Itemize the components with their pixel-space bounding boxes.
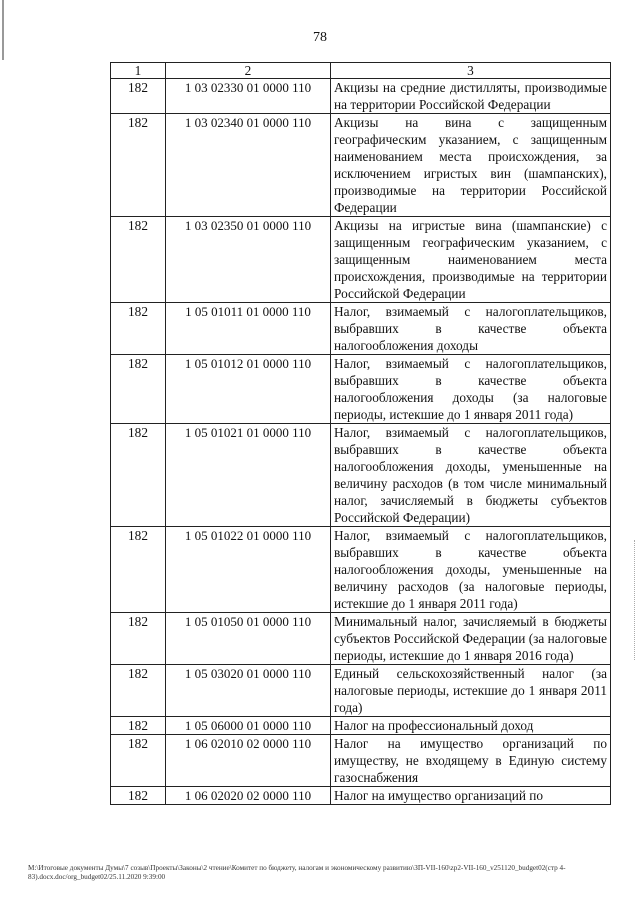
admin-code-cell: 182	[111, 717, 166, 735]
table-header-row	[111, 63, 611, 79]
admin-code-cell: 182	[111, 735, 166, 787]
admin-code-cell: 182	[111, 217, 166, 303]
admin-code-cell: 182	[111, 665, 166, 717]
budget-classification-code-cell: 1 03 02340 01 0000 110	[166, 114, 331, 217]
revenue-name-cell: Налог на профессиональный доход	[331, 717, 611, 735]
budget-classification-code-cell: 1 05 01050 01 0000 110	[166, 613, 331, 665]
budget-classification-code-cell: 1 06 02020 02 0000 110	[166, 787, 331, 805]
revenue-name-cell: Акцизы на средние дистилляты, производимые на территории Российской Федерации	[331, 79, 611, 114]
budget-classification-code-cell: 1 03 02350 01 0000 110	[166, 217, 331, 303]
budget-classification-code-cell: 1 05 03020 01 0000 110	[166, 665, 331, 717]
budget-classification-code-cell: 1 05 01011 01 0000 110	[166, 303, 331, 355]
admin-code-cell: 182	[111, 114, 166, 217]
table-row	[111, 717, 611, 735]
revenue-name-cell: Минимальный налог, зачисляемый в бюджеты субъектов Российской Федерации (за налоговые периоды, истекшие до 1 января 2016 года)	[331, 613, 611, 665]
table-row	[111, 424, 611, 527]
admin-code-cell: 182	[111, 613, 166, 665]
budget-classification-code-cell: 1 06 02010 02 0000 110	[166, 735, 331, 787]
table-row	[111, 217, 611, 303]
revenue-name-cell: Единый сельскохозяйственный налог (за налоговые периоды, истекшие до 1 января 2011 года)	[331, 665, 611, 717]
table-row	[111, 665, 611, 717]
budget-classification-code-cell: 1 03 02330 01 0000 110	[166, 79, 331, 114]
revenue-name-cell: Налог на имущество организаций по имуществу, не входящему в Единую систему газоснабжения	[331, 735, 611, 787]
admin-code-cell: 182	[111, 527, 166, 613]
table-row	[111, 735, 611, 787]
budget-codes-table	[110, 62, 611, 805]
admin-code-cell: 182	[111, 79, 166, 114]
table-row	[111, 79, 611, 114]
revenue-name-cell: Налог, взимаемый с налогоплательщиков, выбравших в качестве объекта налогообложения доходы	[331, 303, 611, 355]
column-header-2: 2	[166, 63, 331, 79]
revenue-name-cell: Акцизы на вина с защищенным географическим указанием, с защищенным наименованием места происхождения, за исключением игристых вин (шампанских), производимые на территории Российской Федерации	[331, 114, 611, 217]
revenue-name-cell: Налог, взимаемый с налогоплательщиков, выбравших в качестве объекта налогообложения доходы, уменьшенные на величину расходов (за налоговые периоды, истекшие до 1 января 2011 года)	[331, 527, 611, 613]
revenue-name-cell: Налог на имущество организаций по	[331, 787, 611, 805]
budget-classification-code-cell: 1 05 01021 01 0000 110	[166, 424, 331, 527]
admin-code-cell: 182	[111, 355, 166, 424]
table-row	[111, 355, 611, 424]
admin-code-cell: 182	[111, 303, 166, 355]
budget-classification-code-cell: 1 05 01022 01 0000 110	[166, 527, 331, 613]
column-header-1: 1	[111, 63, 166, 79]
admin-code-cell: 182	[111, 787, 166, 805]
page-number: 78	[313, 30, 327, 45]
revenue-name-cell: Акцизы на игристые вина (шампанские) с защищенным географическим указанием, с защищенным наименованием места происхождения, производимые на территории Российской Федерации	[331, 217, 611, 303]
table-row	[111, 787, 611, 805]
document-path-footer: M:\Итоговые документы Думы\7 созыв\Проекты\Законы\2 чтение\Комитет по бюджету, налогам и экономическому развитию\ЗП-VII-160\zp2-VII-160_v251120_budget02(стр 4-83).docx.doc/org_budget02/25.11.2020 9:39:00	[28, 864, 566, 881]
revenue-name-cell: Налог, взимаемый с налогоплательщиков, выбравших в качестве объекта налогообложения доходы (за налоговые периоды, истекшие до 1 января 2011 года)	[331, 355, 611, 424]
table-row	[111, 613, 611, 665]
table-row	[111, 114, 611, 217]
table-row	[111, 527, 611, 613]
scan-edge-dots	[634, 540, 636, 660]
budget-classification-code-cell: 1 05 06000 01 0000 110	[166, 717, 331, 735]
admin-code-cell: 182	[111, 424, 166, 527]
table-row	[111, 303, 611, 355]
revenue-name-cell: Налог, взимаемый с налогоплательщиков, выбравших в качестве объекта налогообложения доходы, уменьшенные на величину расходов (в том числе минимальный налог, зачисляемый в бюджеты субъектов Российской Федерации)	[331, 424, 611, 527]
budget-classification-code-cell: 1 05 01012 01 0000 110	[166, 355, 331, 424]
column-header-3: 3	[331, 63, 611, 79]
